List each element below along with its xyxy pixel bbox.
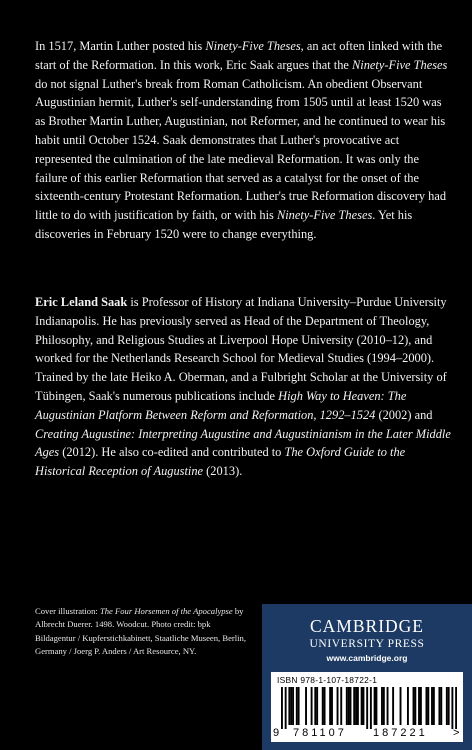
text-segment: (2012). He also co-edited and contributed to — [59, 445, 285, 460]
barcode-bar — [305, 687, 307, 725]
publisher-subname: UNIVERSITY PRESS — [309, 638, 425, 650]
barcode-bar — [361, 687, 363, 725]
text-segment: In 1517, Martin Luther posted his — [35, 39, 206, 53]
text-segment: The Oxford Guide to the Historical Reception of Augustine — [35, 445, 406, 479]
barcode-bar — [427, 687, 429, 725]
text-segment: The Four Horsemen of the Apocalypse — [99, 606, 233, 616]
publisher-name: CAMBRIDGE — [309, 616, 424, 636]
barcode-bar — [363, 687, 365, 725]
publisher-block — [262, 604, 472, 750]
barcode-bar — [433, 687, 435, 725]
barcode-bar — [281, 687, 283, 729]
barcode-bar — [374, 687, 376, 725]
barcode-icon — [281, 687, 457, 729]
barcode-bar — [407, 687, 409, 725]
isbn-label: ISBN 978-1-107-18722-1 — [277, 675, 378, 685]
barcode-bar — [331, 687, 333, 725]
barcode-bar — [400, 687, 402, 725]
barcode-bar — [296, 687, 298, 725]
barcode-bar — [426, 687, 428, 725]
barcode-bar — [366, 687, 368, 729]
barcode-end-mark: > — [453, 727, 460, 739]
author-bio — [35, 293, 453, 481]
barcode-bar — [298, 687, 300, 725]
barcode-bar — [451, 687, 453, 729]
book-description — [35, 37, 453, 244]
barcode-bar — [438, 687, 440, 725]
text-segment: (2002) and — [375, 407, 433, 422]
text-segment: . Yet his discoveries in February 1520 were to change everything. — [35, 208, 413, 241]
barcode-bar — [387, 687, 389, 725]
text-segment: , an act often linked with the start of the Reformation. In this work, Eric Saak argues that the — [35, 39, 443, 72]
text-segment: Ninety-Five Theses — [276, 208, 373, 223]
barcode-bar — [316, 687, 318, 725]
barcode-bar — [353, 687, 355, 725]
publisher-url: www.cambridge.org — [326, 653, 408, 663]
barcode-bar — [314, 687, 316, 725]
barcode-bar — [414, 687, 416, 725]
barcode-left-digits: 781107 — [293, 727, 347, 739]
barcode-bar — [322, 687, 324, 725]
barcode-bar — [448, 687, 450, 725]
barcode-bar — [340, 687, 342, 725]
cover-illustration-credit — [35, 605, 250, 659]
barcode-bar — [375, 687, 377, 725]
barcode-bar — [413, 687, 415, 725]
barcode-bar — [418, 687, 420, 725]
barcode-bar — [288, 687, 290, 725]
barcode-bar — [329, 687, 331, 725]
barcode-bar — [431, 687, 433, 725]
barcode-bar — [381, 687, 383, 725]
barcode-bar — [420, 687, 422, 725]
text-segment: Eric Leland Saak — [35, 295, 128, 309]
barcode-bar — [357, 687, 359, 725]
barcode-bar — [383, 687, 385, 725]
barcode-bar — [346, 687, 348, 725]
barcode-bar — [311, 687, 313, 725]
barcode-bar — [392, 687, 394, 725]
text-segment: by Albrecht Duerer. 1498. Woodcut. Photo credit: bpk Bildagentur / Kupferstichkabinett, Staatliche Museen, Berlin, Germany / Joerg P. Anders / Art Resource, NY. — [35, 606, 246, 657]
barcode-bar — [290, 687, 292, 725]
barcode-bar — [355, 687, 357, 725]
barcode-bar — [446, 687, 448, 725]
barcode-bar — [370, 687, 372, 729]
barcode-right-digits: 187221 — [373, 727, 428, 739]
barcode-bar — [337, 687, 339, 725]
barcode-bar — [455, 687, 457, 729]
barcode-panel — [271, 672, 463, 742]
barcode-bar — [350, 687, 352, 725]
text-segment: High Way to Heaven: The Augustinian Platform Between Reform and Reformation, 1292–1524 — [35, 388, 407, 422]
text-segment: is Professor of History at Indiana University–Purdue University Indianapolis. He has previously served as Head of the Department of Theology, Philosophy, and Religious Studies at Liverpool Hope University (2010–12), and worked for the Netherlands Research School for Medieval Studies (1994–2000). Trained by the late Heiko A. Oberman, and a Fulbright Scholar at the University of Tübingen, Saak's numerous publications include — [35, 295, 447, 403]
text-segment: Ninety-Five Theses — [205, 39, 301, 53]
barcode-bar — [348, 687, 350, 725]
barcode-lead-digit: 9 — [273, 727, 280, 739]
barcode-bar — [440, 687, 442, 725]
barcode-bar — [292, 687, 294, 725]
text-segment: Cover illustration: — [35, 606, 100, 616]
text-segment: (2013). — [203, 464, 243, 479]
text-segment: Creating Augustine: Interpreting Augustine and Augustinianism in the Later Middle Ages — [35, 426, 451, 460]
barcode-bar — [324, 687, 326, 725]
text-segment: do not signal Luther's break from Roman Catholicism. An obedient Observant Augustinian hermit, Luther's self-understanding from 1505 until at least 1520 was as Brother Martin Luther, Augustinian, not Reformer, and he continued to wear his habit until October 1524. Saak demonstrates that Luther's provocative act represented the culmination of the late medieval Reformation. It was only the failure of this earlier Reformation that served as a catalyst for the onset of the sixteenth-century Protestant Reformation. Luther's true Reformation discovery had little to do with justification by faith, or with his — [35, 76, 447, 223]
text-segment: Ninety-Five Theses — [352, 57, 448, 72]
barcode-bar — [285, 687, 287, 729]
